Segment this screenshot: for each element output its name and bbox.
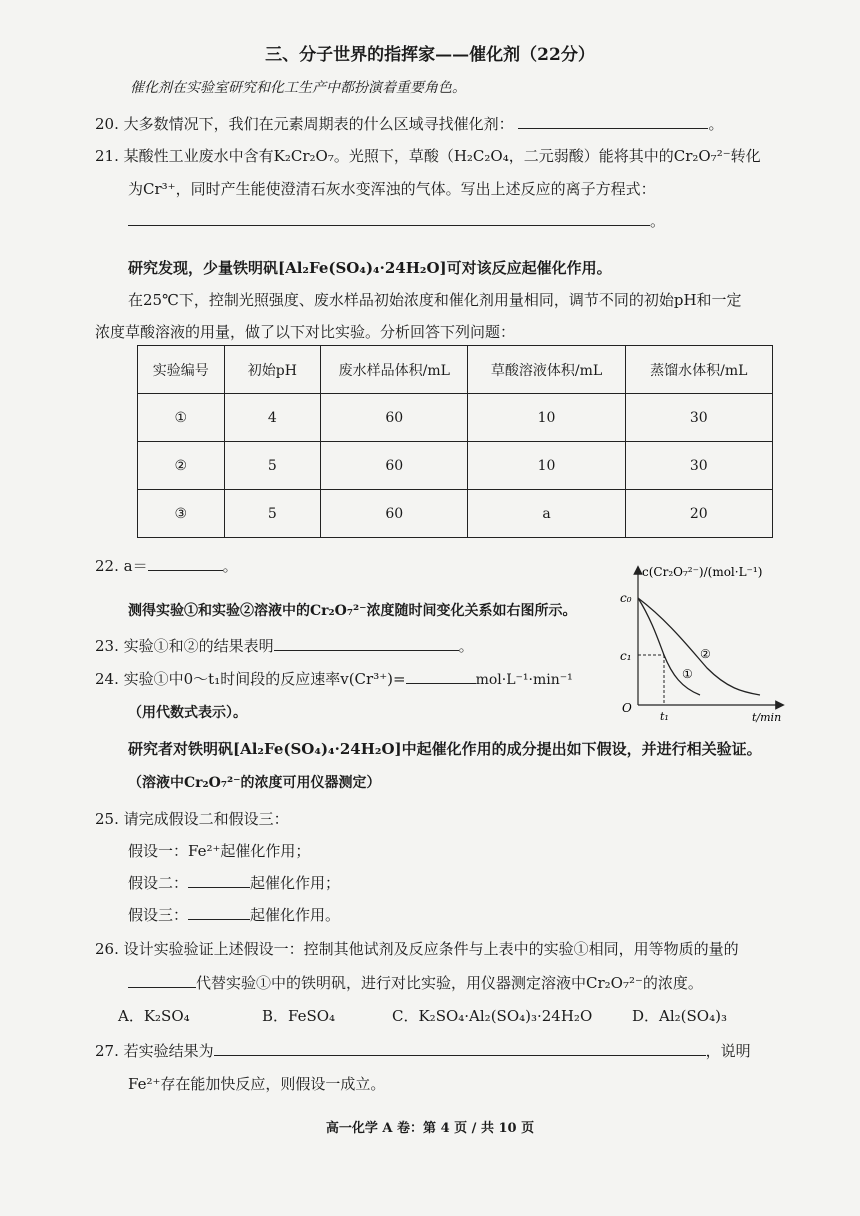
cell: 60 [321,490,468,538]
question-26-line1 [95,938,739,959]
question-23: 23. 实验①和②的结果表明 。 [95,637,474,655]
cell: 20 [625,490,772,538]
header-cell: 蒸馏水体积/mL [625,346,772,394]
cell: 5 [224,442,320,490]
question-text: a＝ [123,557,148,575]
concentration-time-graph [612,560,792,725]
question-number: 24. [95,670,119,688]
setup-line1: 在25℃下，控制光照强度、废水样品初始浓度和催化剂用量相同，调节不同的初始pH和一定 [128,291,742,309]
question-text: 实验①中0～t₁时间段的反应速率v(Cr³⁺)= [123,670,406,688]
measured-text: 测得实验①和实验②溶液中的Cr₂O₇²⁻浓度随时间变化关系如右图所示。 [128,603,577,619]
answer-blank[interactable] [148,556,223,571]
table-header-row [138,346,773,394]
question-27-line2: Fe²⁺存在能加快反应，则假设一成立。 [128,1075,386,1093]
cell: 30 [625,442,772,490]
curve-1-label: ① [682,667,693,681]
question-24 [95,668,573,689]
hypothesis-3: 假设三： 起催化作用。 [128,906,341,924]
hypothesis-1: 假设一：Fe²⁺起催化作用； [128,842,311,860]
cell: ② [138,442,225,490]
question-number: 23. [95,637,119,655]
table-row [138,490,773,538]
curve-2-label: ② [700,647,711,661]
question-24-note: （用代数式表示）。 [128,705,247,721]
cell: 10 [468,442,625,490]
cell: 4 [224,394,320,442]
question-text: 请完成假设二和假设三： [123,810,289,828]
experiment-table [137,345,773,538]
t1-label: t₁ [660,710,669,723]
y-axis-label: c(Cr₂O₇²⁻)/(mol·L⁻¹) [642,565,763,579]
answer-blank[interactable] [188,873,250,888]
question-number: 25. [95,810,119,828]
question-22: 22. a＝ 。 [95,557,238,575]
cell: 30 [625,394,772,442]
question-21-line2: 为Cr³⁺，同时产生能使澄清石灰水变浑浊的气体。写出上述反应的离子方程式： [128,180,656,198]
header-cell: 废水样品体积/mL [321,346,468,394]
question-text: 若实验结果为 [123,1042,214,1060]
c1-label: c₁ [620,649,632,663]
question-text: 某酸性工业废水中含有K₂Cr₂O₇。光照下，草酸（H₂C₂O₄，二元弱酸）能将其中的Cr₂O₇²⁻转化 [123,147,761,165]
question-27-line1: 27. 若实验结果为 ，说明 [95,1042,751,1060]
option-b[interactable]: B．FeSO₄ [262,1007,336,1025]
answer-blank[interactable] [406,669,476,684]
question-number: 20. [95,115,119,133]
cell: ③ [138,490,225,538]
option-c[interactable]: C．K₂SO₄·Al₂(SO₄)₃·24H₂O [392,1007,593,1025]
hypothesis-2: 假设二： 起催化作用； [128,874,341,892]
cell: 5 [224,490,320,538]
cell: ① [138,394,225,442]
question-number: 22. [95,557,119,575]
answer-blank[interactable] [274,636,459,651]
answer-blank[interactable] [128,973,196,988]
question-text: 大多数情况下，我们在元素周期表的什么区域寻找催化剂： [123,115,514,133]
header-cell: 初始pH [224,346,320,394]
question-20: 20. 大多数情况下，我们在元素周期表的什么区域寻找催化剂： 。 [95,115,724,133]
question-number: 26. [95,940,119,958]
hypothesis-intro: 研究者对铁明矾[Al₂Fe(SO₄)₄·24H₂O]中起催化作用的成分提出如下假设，并进行相关验证。 [128,740,762,758]
question-21-answer-line: 。 [128,210,665,231]
setup-line2: 浓度草酸溶液的用量，做了以下对比实验。分析回答下列问题： [95,323,516,341]
cell: 60 [321,442,468,490]
question-25 [95,808,289,829]
answer-blank[interactable] [188,905,250,920]
option-a[interactable]: A．K₂SO₄ [118,1007,190,1025]
measure-note: （溶液中Cr₂O₇²⁻的浓度可用仪器测定） [128,775,381,791]
origin-label: O [622,701,632,715]
question-21-line1 [95,145,761,166]
x-axis-label: t/min [752,711,782,724]
option-d[interactable]: D．Al₂(SO₄)₃ [632,1007,727,1025]
section-title: 三、分子世界的指挥家——催化剂（22分） [265,45,595,65]
question-text: 设计实验验证上述假设一：控制其他试剂及反应条件与上表中的实验①相同，用等物质的量的 [123,940,739,958]
cell: 10 [468,394,625,442]
cell: 60 [321,394,468,442]
answer-blank[interactable] [128,211,650,226]
curve-2 [638,598,760,695]
question-number: 21. [95,147,119,165]
table-row [138,394,773,442]
answer-blank[interactable] [214,1041,706,1056]
question-text: 实验①和②的结果表明 [123,637,274,655]
cell: a [468,490,625,538]
intro-text: 催化剂在实验室研究和化工生产中都扮演着重要角色。 [130,80,466,96]
header-cell: 草酸溶液体积/mL [468,346,625,394]
table-row [138,442,773,490]
page-footer: 高一化学 A 卷：第 4 页 / 共 10 页 [325,1121,535,1136]
c0-label: c₀ [620,591,632,605]
header-cell: 实验编号 [138,346,225,394]
finding-text: 研究发现，少量铁明矾[Al₂Fe(SO₄)₄·24H₂O]可对该反应起催化作用。 [128,259,612,277]
answer-blank[interactable] [518,114,708,129]
rate-unit: mol·L⁻¹·min⁻¹ [475,672,573,688]
question-number: 27. [95,1042,119,1060]
question-26-line2: 代替实验①中的铁明矾，进行对比实验，用仪器测定溶液中Cr₂O₇²⁻的浓度。 [128,972,703,993]
